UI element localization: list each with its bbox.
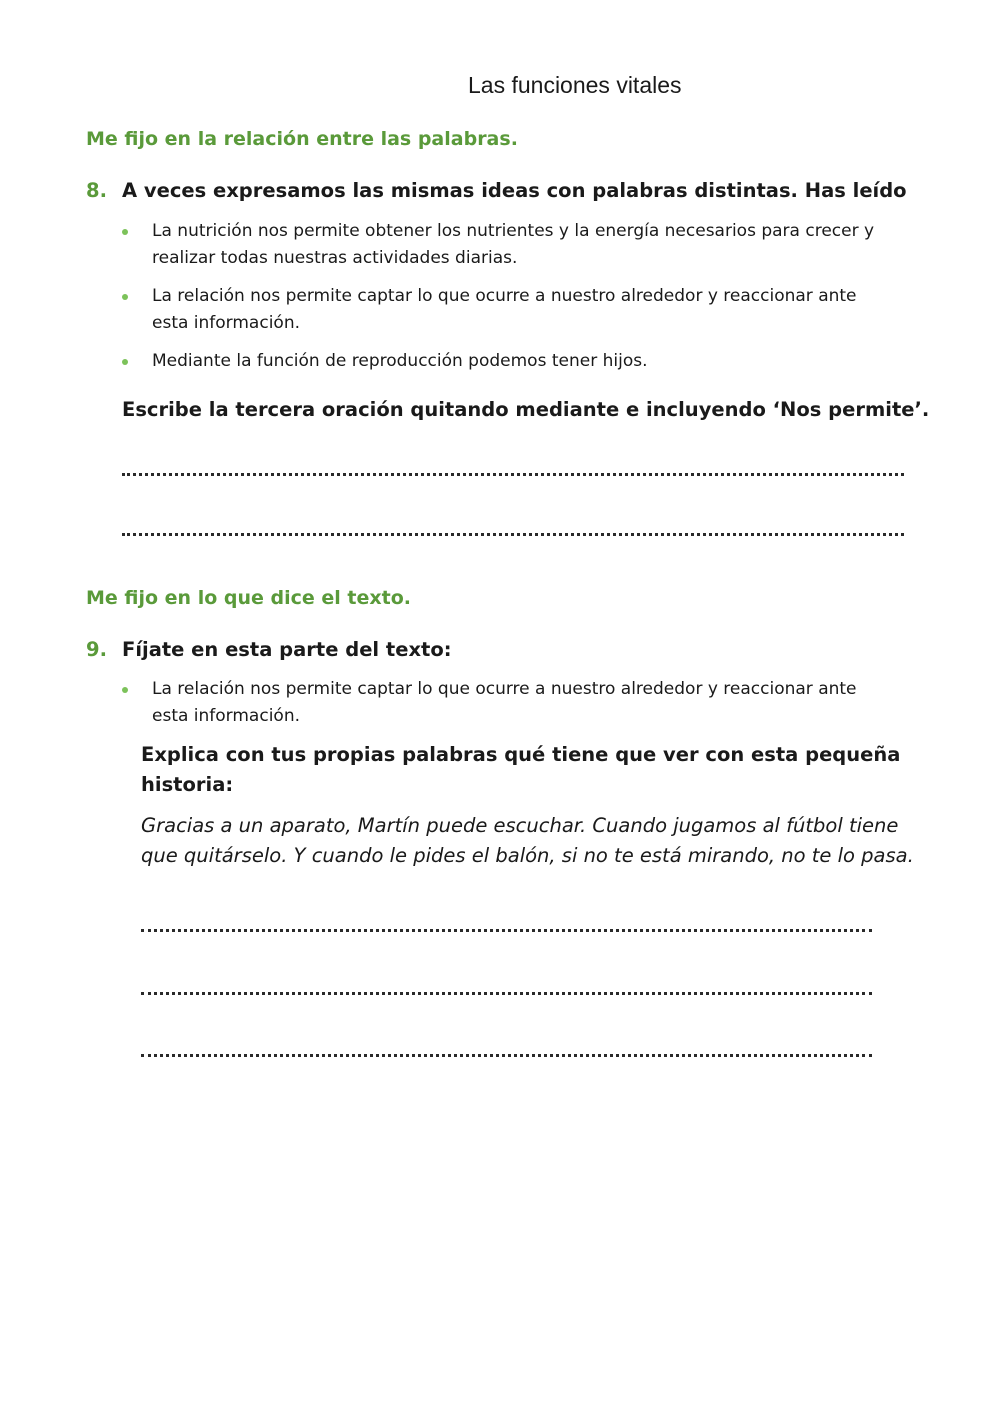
q8-answer-line-1[interactable] [122,473,904,476]
q9-answer-line-2[interactable] [141,992,872,995]
q8-bullet-3-text: Mediante la función de reproducción podemos tener hijos. [152,351,648,371]
q9-story: Gracias a un aparato, Martín puede escuchar. Cuando jugamos al fútbol tiene que quitárselo. Y cuando le pides el balón, si no te está mirando, no te lo pasa. [141,814,914,867]
q9-answer-line-3[interactable] [141,1054,872,1057]
q8-bullet-2-text: La relación nos permite captar lo que ocurre a nuestro alrededor y reaccionar ante esta información. [152,286,857,333]
question-9 [86,638,452,661]
q9-bullet-1-text: La relación nos permite captar lo que ocurre a nuestro alrededor y reaccionar ante esta información. [152,679,857,726]
q8-bullet-1-text: La nutrición nos permite obtener los nutrientes y la energía necesarios para crecer y realizar todas nuestras actividades diarias. [152,221,875,268]
q8-answer-line-2[interactable] [122,533,904,536]
q8-bullet-2 [152,283,882,337]
bullet-dot-icon [122,687,128,693]
question-9-text: Fíjate en esta parte del texto: [122,638,452,661]
question-8-number: 8. [86,179,107,202]
question-8-text: A veces expresamos las mismas ideas con palabras distintas. Has leído [122,179,907,202]
bullet-dot-icon [122,359,128,365]
page-title: Las funciones vitales [468,72,682,98]
q9-bullet-1 [152,676,882,730]
bullet-dot-icon [122,229,128,235]
q9-answer-line-1[interactable] [141,929,872,932]
q9-instruction: Explica con tus propias palabras qué tiene que ver con esta pequeña historia: [141,743,901,796]
question-8 [86,179,907,202]
section-heading-relation: Me fijo en la relación entre las palabras. [86,128,518,150]
q8-bullet-1 [152,218,882,272]
bullet-dot-icon [122,294,128,300]
section-heading-text: Me fijo en lo que dice el texto. [86,587,411,609]
q8-bullet-3 [152,348,882,375]
q8-instruction: Escribe la tercera oración quitando mediante e incluyendo ‘Nos permite’. [122,398,930,421]
question-9-number: 9. [86,638,107,661]
